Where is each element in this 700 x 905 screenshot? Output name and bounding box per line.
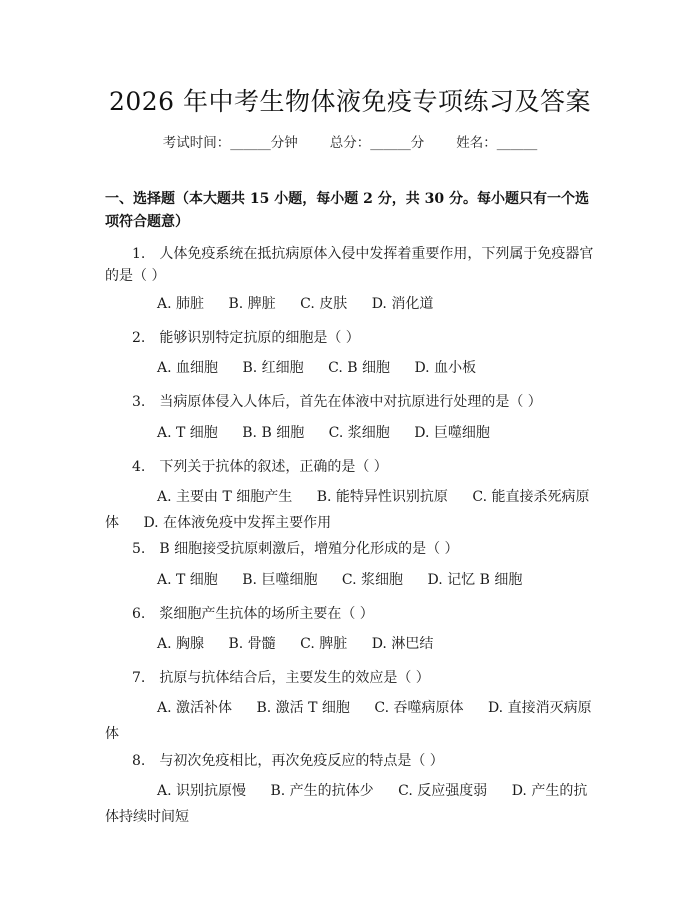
option-b: B. 激活 T 细胞 — [256, 700, 350, 716]
question-7-options — [105, 695, 601, 747]
total-score-field: 总分：______分 — [329, 135, 425, 151]
question-stem: 7. 抗原与抗体结合后，主要发生的效应是（ ） — [132, 670, 430, 686]
option-a: A. 激活补体 — [157, 700, 233, 716]
option-b: B. 产生的抗体少 — [270, 783, 374, 799]
question-stem: 5. B 细胞接受抗原刺激后，增殖分化形成的是（ ） — [132, 541, 459, 557]
question-3 — [105, 391, 601, 413]
option-c: C. 浆细胞 — [328, 425, 390, 441]
question-4 — [105, 456, 601, 478]
student-name-field: 姓名：______ — [456, 135, 538, 151]
question-6-options — [105, 631, 601, 657]
question-5 — [105, 538, 601, 560]
question-stem: 8. 与初次免疫相比，再次免疫反应的特点是（ ） — [132, 753, 444, 769]
option-b: B. 巨噬细胞 — [242, 572, 318, 588]
option-d: D. 产生的抗体持续时间短 — [105, 783, 588, 825]
question-7 — [105, 667, 601, 689]
option-c: C. B 细胞 — [328, 360, 390, 376]
option-a: A. 识别抗原慢 — [157, 783, 247, 799]
option-a: A. 主要由 T 细胞产生 — [157, 489, 293, 505]
question-8-options — [105, 778, 601, 830]
question-4-options — [105, 484, 601, 536]
option-b: B. B 细胞 — [242, 425, 305, 441]
question-5-options — [105, 567, 601, 593]
option-c: C. 皮肤 — [300, 296, 348, 312]
option-d: D. 记忆 B 细胞 — [427, 572, 523, 588]
page-title: 2026 年中考生物体液免疫专项练习及答案 — [108, 87, 592, 116]
option-d: D. 淋巴结 — [371, 636, 434, 652]
question-8 — [105, 750, 601, 772]
exam-time-field: 考试时间：______分钟 — [162, 135, 298, 151]
exam-meta — [0, 131, 700, 151]
option-d: D. 直接消灭病原体 — [105, 700, 592, 742]
option-b: B. 红细胞 — [242, 360, 304, 376]
option-a: A. T 细胞 — [157, 425, 218, 441]
option-c: C. 能直接杀死病原体 — [105, 489, 590, 531]
option-c: C. 浆细胞 — [341, 572, 404, 588]
question-6 — [105, 603, 601, 625]
option-b: B. 骨髓 — [228, 636, 276, 652]
option-b: B. 能特异性识别抗原 — [316, 489, 448, 505]
question-1 — [105, 243, 601, 287]
question-stem: 3. 当病原体侵入人体后，首先在体液中对抗原进行处理的是（ ） — [132, 394, 542, 410]
question-1-options — [105, 291, 601, 317]
question-stem: 2. 能够识别特定抗原的细胞是（ ） — [132, 330, 360, 346]
option-d: D. 在体液免疫中发挥主要作用 — [143, 515, 332, 531]
question-stem: 6. 浆细胞产生抗体的场所主要在（ ） — [132, 606, 374, 622]
question-stem: 4. 下列关于抗体的叙述，正确的是（ ） — [132, 459, 388, 475]
option-a: A. T 细胞 — [157, 572, 218, 588]
option-d: D. 血小板 — [414, 360, 477, 376]
section-heading: 一、选择题（本大题共 15 小题，每小题 2 分，共 30 分。每小题只有一个选项符合题意） — [105, 191, 589, 230]
option-d: D. 消化道 — [371, 296, 434, 312]
option-b: B. 脾脏 — [228, 296, 276, 312]
option-c: C. 脾脏 — [300, 636, 348, 652]
question-3-options — [105, 420, 601, 446]
question-2-options — [105, 355, 601, 381]
option-a: A. 血细胞 — [157, 360, 219, 376]
question-stem: 1. 人体免疫系统在抵抗病原体入侵中发挥着重要作用，下列属于免疫器官的是（ ） — [105, 246, 594, 284]
question-2 — [105, 327, 601, 349]
option-c: C. 吞噬病原体 — [374, 700, 464, 716]
option-d: D. 巨噬细胞 — [414, 425, 490, 441]
option-a: A. 胸腺 — [157, 636, 205, 652]
option-c: C. 反应强度弱 — [398, 783, 488, 799]
option-a: A. 肺脏 — [157, 296, 205, 312]
